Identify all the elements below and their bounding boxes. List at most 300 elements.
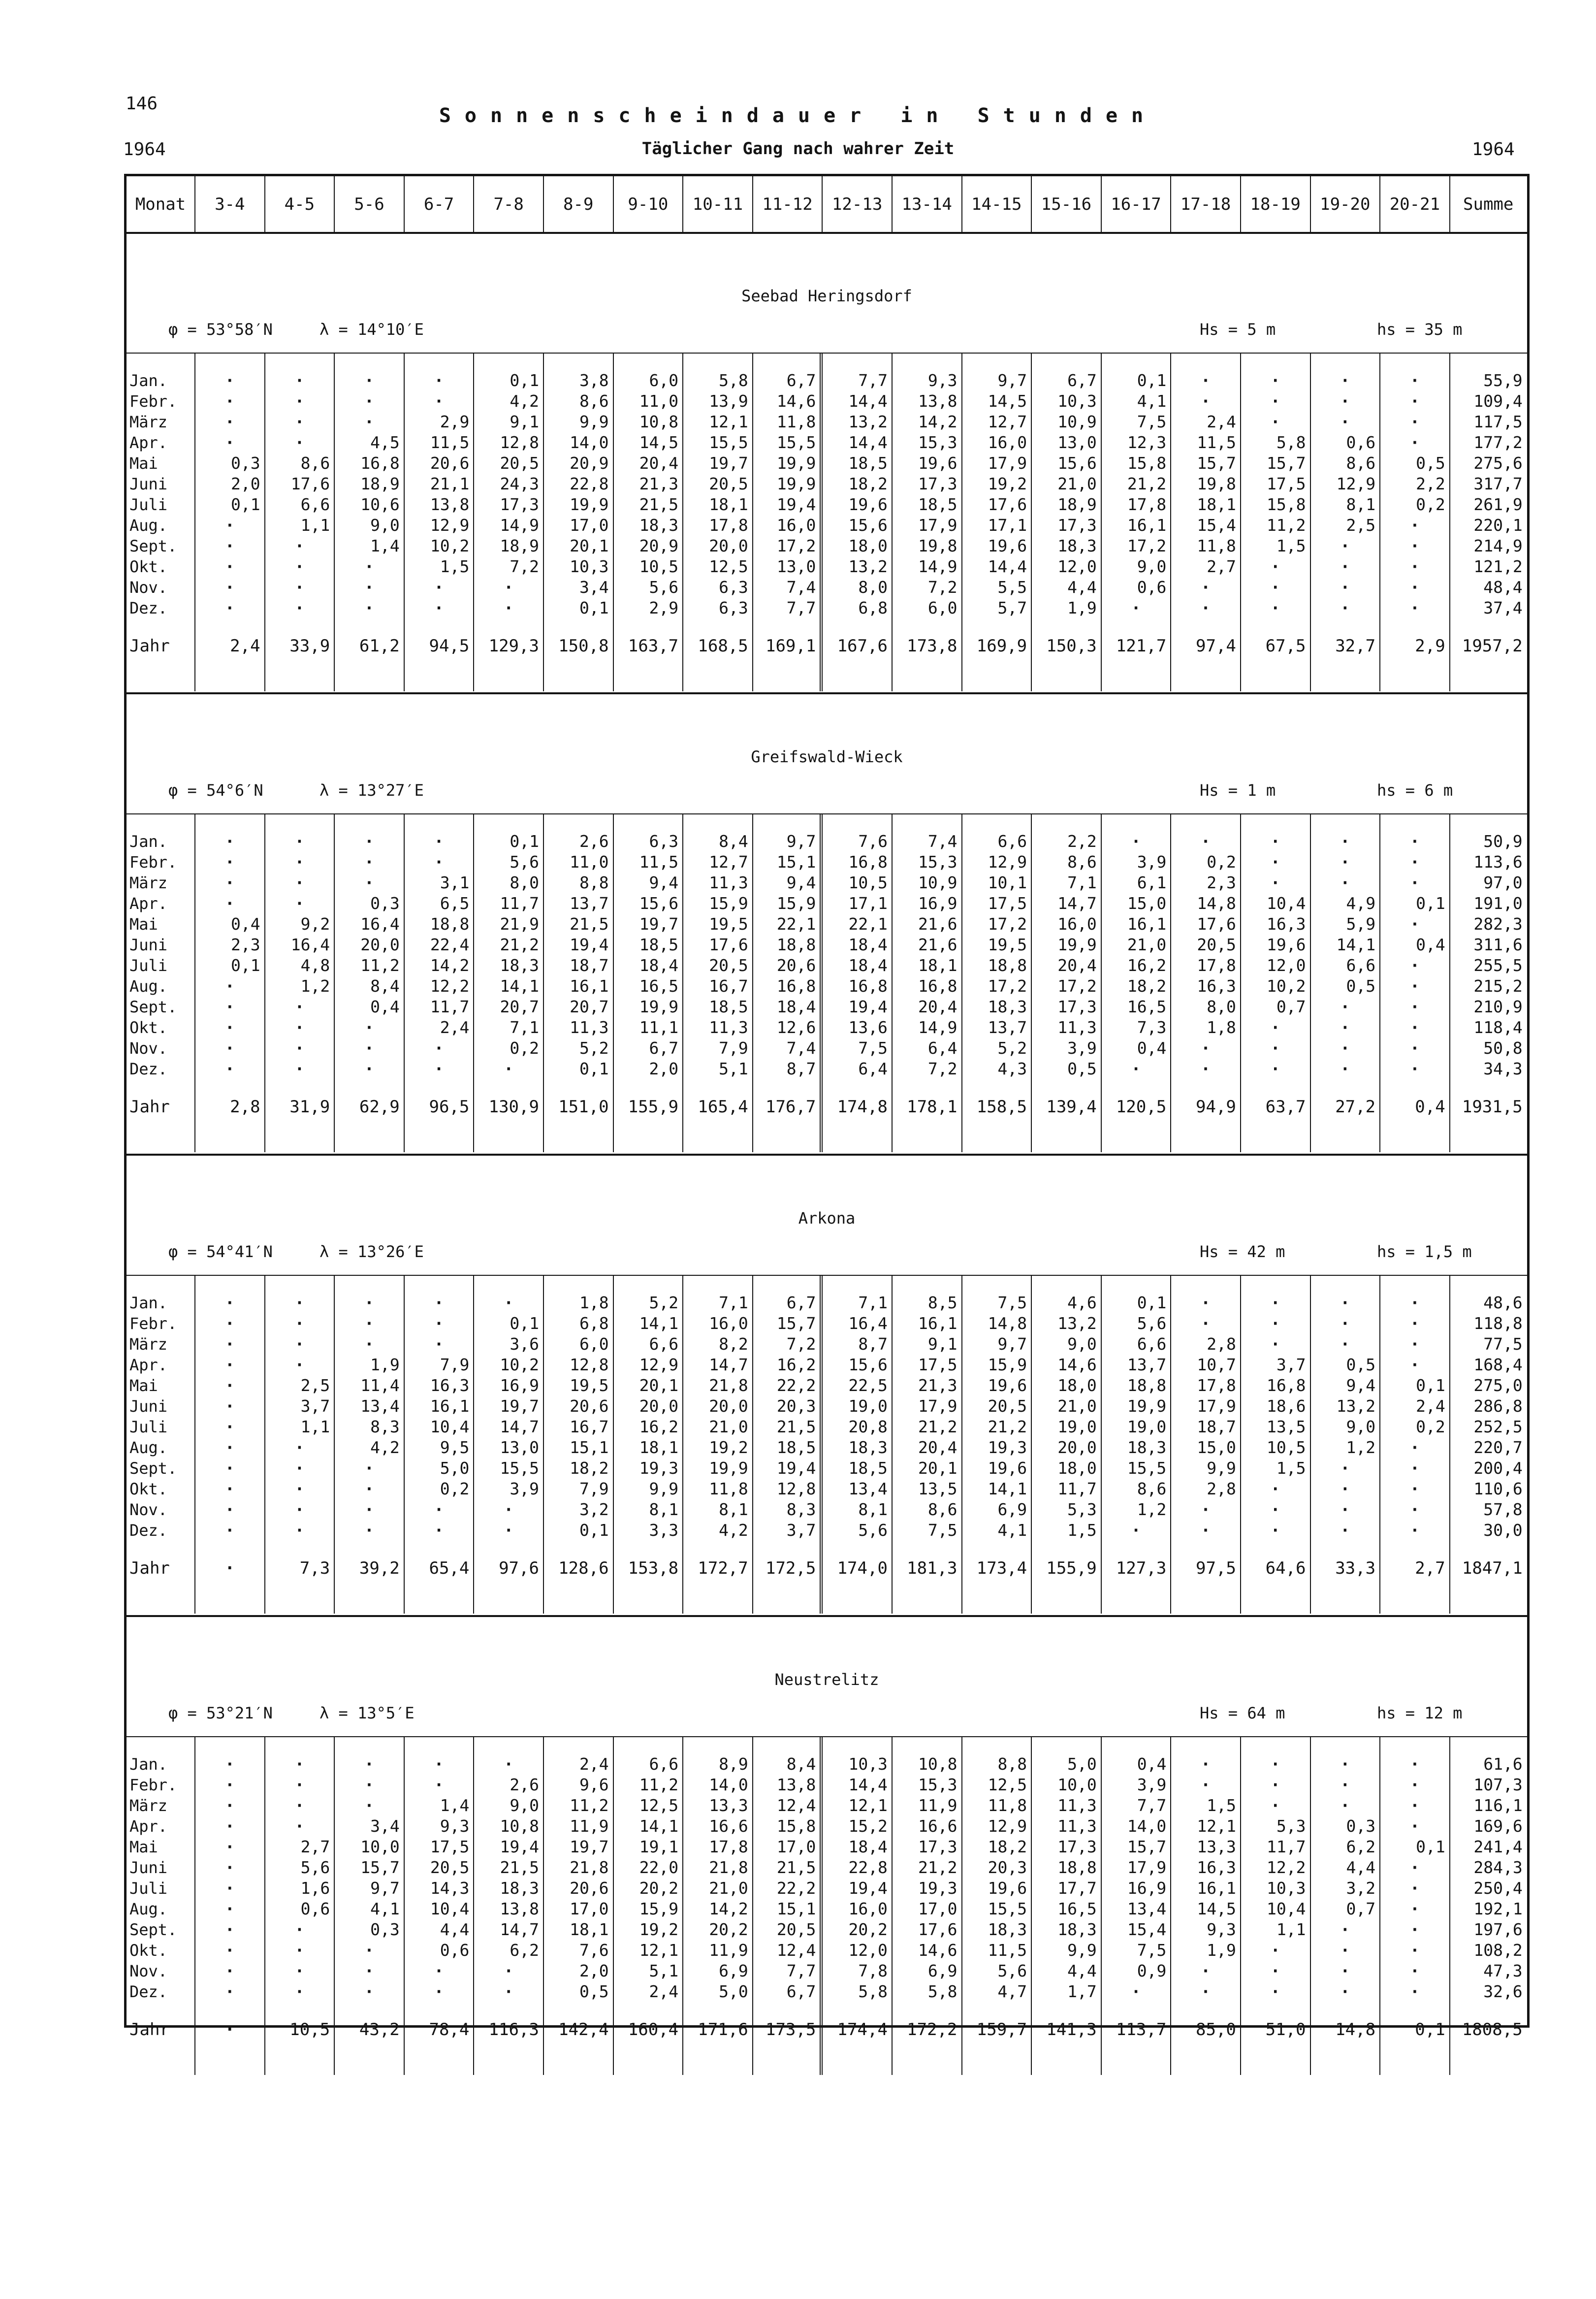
data-cell: · <box>224 578 235 597</box>
data-cell: 2,0 <box>230 474 260 493</box>
data-cell: 275,6 <box>1473 453 1523 473</box>
data-cell: 77,5 <box>1483 1334 1523 1354</box>
data-cell: · <box>1409 1521 1420 1540</box>
data-cell: 6,2 <box>1346 1837 1376 1856</box>
data-cell: · <box>1270 873 1280 892</box>
data-cell: 0,6 <box>300 1899 330 1918</box>
month-label: Juli <box>129 495 168 514</box>
data-cell: · <box>224 1038 235 1058</box>
data-cell: 4,6 <box>1067 1293 1097 1312</box>
data-cell: 5,7 <box>997 598 1027 617</box>
data-cell: 0,4 <box>370 997 400 1016</box>
data-cell: · <box>224 1500 235 1519</box>
data-cell: · <box>294 997 305 1016</box>
jahr-cell: 174,4 <box>837 2020 888 2040</box>
data-cell: 1,1 <box>1276 1920 1306 1939</box>
data-cell: 16,1 <box>1127 516 1167 535</box>
data-cell: 21,2 <box>918 1417 958 1436</box>
jahr-label: Jahr <box>129 1558 170 1578</box>
data-cell: 0,1 <box>1137 1293 1167 1312</box>
data-cell: 8,8 <box>997 1754 1027 1774</box>
data-cell: · <box>364 1521 374 1540</box>
jahr-cell: 168,5 <box>698 636 748 656</box>
data-cell: 16,8 <box>848 976 888 996</box>
data-cell: 19,9 <box>776 474 816 493</box>
data-cell: 14,9 <box>918 1018 958 1037</box>
data-cell: · <box>1201 1293 1211 1312</box>
data-cell: · <box>1409 832 1420 851</box>
hour-column-4 <box>405 814 475 1152</box>
data-cell: · <box>1409 516 1420 535</box>
data-cell: 20,0 <box>709 536 748 555</box>
data-cell: 13,4 <box>1127 1899 1167 1918</box>
jahr-label: Jahr <box>129 636 170 656</box>
data-cell: · <box>224 1438 235 1457</box>
data-cell: 14,9 <box>918 557 958 576</box>
station-latitude: φ = 53°58′N <box>168 320 273 339</box>
hour-column-8 <box>683 1737 753 2075</box>
station-data-grid <box>127 1736 1527 2075</box>
data-cell: 0,3 <box>370 1920 400 1939</box>
data-cell: · <box>294 852 305 872</box>
data-cell: · <box>224 1521 235 1540</box>
data-cell: 1,6 <box>300 1878 330 1898</box>
data-cell: 8,1 <box>858 1500 888 1519</box>
data-cell: · <box>224 412 235 431</box>
data-cell: 116,1 <box>1473 1796 1523 1815</box>
data-cell: 10,2 <box>430 536 470 555</box>
data-cell: · <box>294 371 305 390</box>
data-cell: 12,8 <box>776 1479 816 1498</box>
data-cell: 20,4 <box>918 1438 958 1457</box>
data-cell: 22,8 <box>848 1858 888 1877</box>
data-cell: 13,5 <box>918 1479 958 1498</box>
data-cell: · <box>1201 391 1211 411</box>
data-cell: 17,3 <box>918 474 958 493</box>
data-cell: 14,0 <box>1127 1816 1167 1836</box>
data-cell: 13,7 <box>570 894 609 913</box>
data-cell: 15,4 <box>1197 516 1236 535</box>
data-cell: · <box>364 873 374 892</box>
jahr-cell: 67,5 <box>1265 636 1306 656</box>
month-label: Jan. <box>129 371 168 390</box>
data-cell: 18,6 <box>1267 1396 1306 1416</box>
data-cell: 19,4 <box>570 935 609 954</box>
data-cell: · <box>224 1899 235 1918</box>
data-cell: 1,4 <box>370 536 400 555</box>
data-cell: · <box>224 536 235 555</box>
hour-column-12 <box>962 1737 1032 2075</box>
section-divider <box>127 1154 1527 1156</box>
data-cell: · <box>364 1018 374 1037</box>
data-cell: 16,6 <box>918 1816 958 1836</box>
data-cell: 19,5 <box>988 935 1027 954</box>
data-cell: · <box>1409 1920 1420 1939</box>
data-cell: · <box>434 1314 444 1333</box>
data-cell: · <box>1340 598 1350 617</box>
data-cell: · <box>1201 832 1211 851</box>
data-cell: 9,9 <box>1067 1941 1097 1960</box>
data-cell: 0,1 <box>510 1314 539 1333</box>
data-cell: 15,6 <box>639 894 679 913</box>
data-cell: 22,5 <box>848 1376 888 1395</box>
data-cell: 7,3 <box>1137 1018 1167 1037</box>
data-cell: · <box>294 557 305 576</box>
jahr-cell: 2,4 <box>230 636 260 656</box>
data-cell: 22,8 <box>570 474 609 493</box>
data-cell: 16,2 <box>776 1355 816 1374</box>
month-label: Febr. <box>129 392 177 411</box>
data-cell: · <box>364 1038 374 1058</box>
month-label: Nov. <box>129 1500 168 1519</box>
data-cell: 4,1 <box>997 1521 1027 1540</box>
data-cell: 12,1 <box>848 1796 888 1815</box>
month-label: Dez. <box>129 1060 168 1078</box>
data-cell: · <box>224 1293 235 1312</box>
data-cell: 16,3 <box>1267 914 1306 934</box>
data-cell: 10,0 <box>360 1837 400 1856</box>
data-cell: · <box>1409 1961 1420 1980</box>
data-cell: 7,7 <box>786 1961 816 1980</box>
data-cell: 0,3 <box>230 453 260 473</box>
column-header-10: 12-13 <box>823 176 893 232</box>
data-cell: 13,7 <box>988 1018 1027 1037</box>
column-header-15: 17-18 <box>1171 176 1241 232</box>
hour-column-13 <box>1032 354 1102 691</box>
data-cell: 17,2 <box>776 536 816 555</box>
data-cell: 0,4 <box>1137 1038 1167 1058</box>
data-cell: · <box>1131 1982 1141 2001</box>
data-cell: 12,4 <box>776 1796 816 1815</box>
data-cell: 7,4 <box>927 832 958 851</box>
jahr-cell: 96,5 <box>429 1097 470 1117</box>
data-cell: 16,1 <box>1127 914 1167 934</box>
data-cell: 4,1 <box>370 1899 400 1918</box>
data-cell: 220,7 <box>1473 1438 1523 1457</box>
month-label: Okt. <box>129 1018 168 1037</box>
data-cell: 11,3 <box>1057 1796 1097 1815</box>
jahr-cell: 2,9 <box>1415 636 1445 656</box>
month-label: Okt. <box>129 557 168 576</box>
data-cell: 6,9 <box>997 1500 1027 1519</box>
data-cell: 20,3 <box>776 1396 816 1416</box>
data-cell: 18,8 <box>988 956 1027 975</box>
data-cell: 10,8 <box>500 1816 539 1836</box>
data-cell: 11,9 <box>918 1796 958 1815</box>
data-cell: · <box>364 1458 374 1478</box>
data-cell: 11,0 <box>570 852 609 872</box>
month-label: Juni <box>129 1397 168 1416</box>
jahr-cell: 65,4 <box>429 1558 470 1578</box>
data-cell: 18,2 <box>1127 976 1167 996</box>
data-cell: 0,2 <box>1416 1417 1445 1436</box>
data-cell: · <box>1340 1038 1350 1058</box>
data-cell: · <box>294 1754 305 1774</box>
data-cell: 16,5 <box>1127 997 1167 1016</box>
data-cell: 15,3 <box>918 433 958 452</box>
data-cell: 14,5 <box>639 433 679 452</box>
data-cell: 4,2 <box>719 1521 748 1540</box>
data-cell: 17,0 <box>918 1899 958 1918</box>
jahr-cell: 142,4 <box>558 2020 609 2040</box>
data-cell: 210,9 <box>1473 997 1523 1016</box>
hour-column-5 <box>474 1276 544 1614</box>
station-longitude: λ = 13°27′E <box>319 781 424 800</box>
data-cell: 19,7 <box>500 1396 539 1416</box>
data-cell: 9,1 <box>510 412 539 431</box>
jahr-cell: 174,0 <box>837 1558 888 1578</box>
data-cell: · <box>294 1961 305 1980</box>
data-cell: 1,5 <box>1207 1796 1236 1815</box>
data-cell: 5,6 <box>997 1961 1027 1980</box>
data-cell: · <box>1409 1500 1420 1519</box>
data-cell: 12,0 <box>1267 956 1306 975</box>
data-cell: · <box>1409 536 1420 555</box>
data-cell: 20,9 <box>570 453 609 473</box>
month-label: Dez. <box>129 1521 168 1540</box>
hour-column-13 <box>1032 1737 1102 2075</box>
data-cell: 10,0 <box>1057 1775 1097 1794</box>
data-cell: · <box>1340 578 1350 597</box>
data-cell: 12,0 <box>1057 557 1097 576</box>
jahr-cell: 150,3 <box>1046 636 1097 656</box>
data-cell: 18,2 <box>988 1837 1027 1856</box>
data-cell: 18,0 <box>848 536 888 555</box>
data-cell: · <box>294 412 305 431</box>
data-cell: 6,0 <box>579 1334 609 1354</box>
data-cell: 21,0 <box>709 1417 748 1436</box>
data-cell: 17,1 <box>988 516 1027 535</box>
data-cell: · <box>1270 1500 1280 1519</box>
data-cell: 9,0 <box>370 516 400 535</box>
data-cell: 20,0 <box>639 1396 679 1416</box>
data-cell: 2,4 <box>1207 412 1236 431</box>
data-cell: 3,7 <box>786 1521 816 1540</box>
data-cell: 21,0 <box>1057 474 1097 493</box>
data-cell: · <box>1201 1775 1211 1794</box>
column-header-6: 8-9 <box>544 176 614 232</box>
hour-column-4 <box>405 1737 475 2075</box>
data-cell: 34,3 <box>1483 1059 1523 1078</box>
data-cell: · <box>1131 1059 1141 1078</box>
data-cell: · <box>224 1417 235 1436</box>
data-cell: · <box>1270 371 1280 390</box>
data-cell: 13,8 <box>776 1775 816 1794</box>
data-cell: · <box>224 371 235 390</box>
data-cell: 197,6 <box>1473 1920 1523 1939</box>
data-cell: 9,0 <box>1137 557 1167 576</box>
data-cell: 14,1 <box>500 976 539 996</box>
station-data-grid <box>127 1275 1527 1614</box>
data-cell: · <box>294 578 305 597</box>
month-label: Juli <box>129 956 168 975</box>
data-cell: · <box>224 1396 235 1416</box>
data-cell: 18,8 <box>776 935 816 954</box>
data-cell: 12,5 <box>639 1796 679 1815</box>
data-cell: 4,2 <box>370 1438 400 1457</box>
data-cell: 20,5 <box>988 1396 1027 1416</box>
data-cell: 17,5 <box>918 1355 958 1374</box>
data-cell: 1,9 <box>1207 1941 1236 1960</box>
data-cell: 20,0 <box>1057 1438 1097 1457</box>
data-cell: 20,9 <box>639 536 679 555</box>
data-cell: 11,7 <box>1057 1479 1097 1498</box>
data-cell: 15,9 <box>639 1899 679 1918</box>
sunshine-table <box>124 174 1530 2040</box>
data-cell: 12,3 <box>1127 433 1167 452</box>
data-cell: 10,4 <box>430 1417 470 1436</box>
column-header-18: 20-21 <box>1380 176 1450 232</box>
data-cell: 16,1 <box>918 1314 958 1333</box>
data-cell: 3,8 <box>579 371 609 390</box>
data-cell: 15,9 <box>709 894 748 913</box>
data-cell: 14,6 <box>776 391 816 411</box>
data-cell: 252,5 <box>1473 1417 1523 1436</box>
data-cell: · <box>294 598 305 617</box>
data-cell: 2,0 <box>579 1961 609 1980</box>
data-cell: 19,4 <box>848 1878 888 1898</box>
data-cell: 20,7 <box>500 997 539 1016</box>
jahr-cell: 128,6 <box>558 1558 609 1578</box>
station-section <box>127 231 1527 690</box>
data-cell: 11,5 <box>1197 433 1236 452</box>
data-cell: 15,5 <box>500 1458 539 1478</box>
data-cell: · <box>294 1816 305 1836</box>
data-cell: 15,8 <box>776 1816 816 1836</box>
data-cell: · <box>1409 1479 1420 1498</box>
month-column <box>127 1276 195 1614</box>
data-cell: 5,8 <box>1276 433 1306 452</box>
data-cell: 19,6 <box>918 453 958 473</box>
data-cell: 13,9 <box>709 391 748 411</box>
data-cell: 2,3 <box>230 935 260 954</box>
month-label: Febr. <box>129 1314 177 1333</box>
month-label: Febr. <box>129 853 177 872</box>
data-cell: 9,4 <box>649 873 679 892</box>
jahr-cell: 1808,5 <box>1462 2020 1523 2040</box>
data-cell: · <box>224 894 235 913</box>
data-cell: 2,7 <box>300 1837 330 1856</box>
data-cell: 11,5 <box>430 433 470 452</box>
data-cell: 18,4 <box>848 935 888 954</box>
data-cell: 15,7 <box>1267 453 1306 473</box>
data-cell: 18,5 <box>639 935 679 954</box>
data-cell: 1,9 <box>370 1355 400 1374</box>
data-cell: 20,1 <box>918 1458 958 1478</box>
month-label: Dez. <box>129 599 168 617</box>
data-cell: · <box>1409 1059 1420 1078</box>
data-cell: · <box>224 997 235 1016</box>
year-left: 1964 <box>123 139 166 160</box>
data-cell: · <box>364 1334 374 1354</box>
data-cell: · <box>434 1982 444 2001</box>
data-cell: · <box>1409 1858 1420 1877</box>
jahr-cell: 169,1 <box>765 636 816 656</box>
data-cell: 16,8 <box>1267 1376 1306 1395</box>
hour-column-10 <box>823 814 893 1152</box>
hour-column-7 <box>614 1737 684 2075</box>
data-cell: · <box>294 391 305 411</box>
data-cell: · <box>434 1961 444 1980</box>
data-cell: 7,1 <box>719 1293 748 1312</box>
data-cell: 7,2 <box>786 1334 816 1354</box>
column-header-11: 13-14 <box>893 176 962 232</box>
month-label: Aug. <box>129 1900 168 1918</box>
data-cell: 14,1 <box>988 1479 1027 1498</box>
data-cell: · <box>1340 1293 1350 1312</box>
jahr-cell: 158,5 <box>976 1097 1027 1117</box>
data-cell: · <box>364 1500 374 1519</box>
data-cell: 0,4 <box>1137 1754 1167 1774</box>
data-cell: 19,9 <box>1127 1396 1167 1416</box>
month-label: Juni <box>129 1858 168 1877</box>
data-cell: · <box>434 1038 444 1058</box>
data-cell: · <box>1340 997 1350 1016</box>
data-cell: 22,2 <box>776 1878 816 1898</box>
data-cell: 30,0 <box>1483 1521 1523 1540</box>
hour-column-18 <box>1380 814 1450 1152</box>
month-label: Nov. <box>129 578 168 597</box>
hour-column-2 <box>265 1737 335 2075</box>
data-cell: 20,4 <box>1057 956 1097 975</box>
data-cell: 12,9 <box>639 1355 679 1374</box>
station-barometer-height: Hs = 5 m <box>1200 320 1276 339</box>
data-cell: 5,6 <box>1137 1314 1167 1333</box>
data-cell: 11,5 <box>639 852 679 872</box>
data-cell: 20,7 <box>570 997 609 1016</box>
jahr-cell: 141,3 <box>1046 2020 1097 2040</box>
data-cell: 8,9 <box>719 1754 748 1774</box>
data-cell: · <box>224 1941 235 1960</box>
data-cell: 6,6 <box>300 495 330 514</box>
hour-column-17 <box>1311 814 1381 1152</box>
jahr-cell: 172,7 <box>698 1558 748 1578</box>
data-cell: · <box>1409 1314 1420 1333</box>
hour-column-14 <box>1102 1276 1172 1614</box>
data-cell: 11,3 <box>1057 1816 1097 1836</box>
data-cell: · <box>1340 1059 1350 1078</box>
jahr-cell: 167,6 <box>837 636 888 656</box>
data-cell: 5,8 <box>927 1982 958 2001</box>
data-cell: 14,1 <box>1336 935 1376 954</box>
data-cell: 15,8 <box>1267 495 1306 514</box>
station-longitude: λ = 14°10′E <box>319 320 424 339</box>
data-cell: 18,8 <box>430 914 470 934</box>
data-cell: · <box>434 391 444 411</box>
data-cell: 2,2 <box>1416 474 1445 493</box>
data-cell: 17,3 <box>918 1837 958 1856</box>
data-cell: 17,6 <box>1197 914 1236 934</box>
hour-column-15 <box>1171 354 1241 691</box>
data-cell: 18,8 <box>1127 1376 1167 1395</box>
data-cell: 12,6 <box>776 1018 816 1037</box>
data-cell: 20,5 <box>1197 935 1236 954</box>
data-cell: 0,5 <box>1346 976 1376 996</box>
data-cell: 3,9 <box>510 1479 539 1498</box>
jahr-cell: 150,8 <box>558 636 609 656</box>
data-cell: 8,5 <box>927 1293 958 1312</box>
jahr-cell: 78,4 <box>429 2020 470 2040</box>
data-cell: 19,3 <box>918 1878 958 1898</box>
data-cell: · <box>1270 1941 1280 1960</box>
data-cell: 8,0 <box>510 873 539 892</box>
data-cell: · <box>1270 557 1280 576</box>
data-cell: 20,4 <box>639 453 679 473</box>
data-cell: · <box>1201 1038 1211 1058</box>
month-label: Apr. <box>129 1817 168 1836</box>
data-cell: 20,1 <box>639 1376 679 1395</box>
data-cell: 14,4 <box>848 391 888 411</box>
